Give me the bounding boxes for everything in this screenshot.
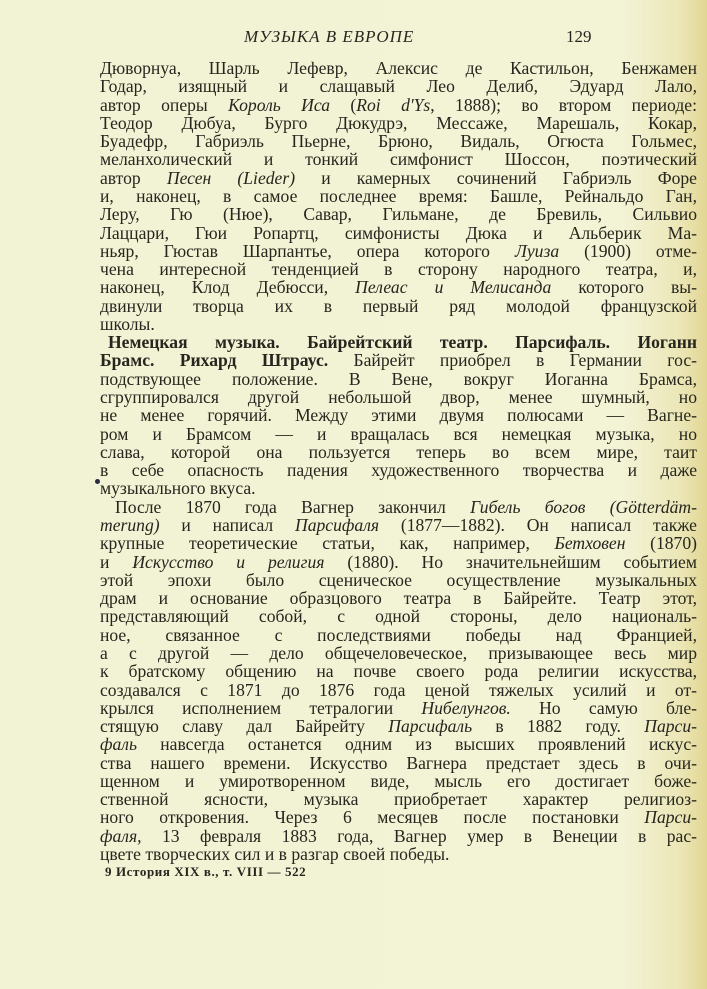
text-segment: Байрейт приобрел в Германии гос- [328, 350, 697, 371]
text-segment: а с другой — дело общечеловеческое, призывающее весь мир [100, 642, 697, 663]
text-segment: автор [100, 167, 167, 188]
text-segment: стящую славу дал Байрейту [100, 716, 389, 737]
text-line [100, 425, 697, 443]
text-segment: представляющий собой, с одной стороны, дело националь- [100, 606, 697, 627]
italic-text: merung) [100, 515, 160, 535]
text-segment: ром и Брамсом — и вращалась вся немецкая музыка, но [100, 423, 697, 444]
text-line [100, 534, 697, 552]
text-segment: школы. [100, 313, 155, 334]
text-line [100, 735, 697, 753]
text-line [100, 443, 697, 461]
text-line [100, 571, 697, 589]
italic-text: Король Иса [228, 94, 331, 115]
text-segment: Но самую бле- [510, 697, 697, 718]
text-segment: Буадефр, Габриэль Пьерне, Брюно, Видаль, Огюста Гольмес, [100, 131, 697, 152]
text-line [100, 516, 697, 534]
text-line [100, 169, 697, 187]
text-segment: подствующее положение. В Вене, вокруг Иоганна Брамса, [100, 368, 697, 389]
text-line [100, 790, 697, 808]
text-line [100, 644, 697, 662]
text-segment: в 1882 году. [472, 716, 645, 737]
text-line [100, 589, 697, 607]
text-segment: наконец, Клод Дебюсси, [100, 277, 356, 298]
text-segment: к братскому общению на почве своего рода религии искусства, [100, 661, 697, 682]
text-line [100, 717, 697, 735]
text-line [100, 278, 697, 296]
text-line [100, 370, 697, 388]
text-line [100, 242, 697, 260]
text-segment: не менее горячий. Между этими двумя полюсами — Вагне- [100, 405, 697, 426]
text-line [100, 827, 697, 845]
text-line [100, 681, 697, 699]
text-segment: цвете творческих сил и в разгар своей победы. [100, 844, 450, 865]
bold-heading-text: Немецкая музыка. Байрейтский театр. Парсифаль. Иоганн [108, 332, 697, 353]
text-segment: меланхолический и тонкий симфонист Шоссон, поэтический [100, 149, 697, 170]
text-segment: Теодор Дюбуа, Бурго Дюкудрэ, Мессаже, Марешаль, Кокар, [100, 112, 697, 133]
running-title: МУЗЫКА В ЕВРОПЕ [244, 27, 415, 46]
text-segment: (1877—1882). Он написал также [379, 515, 697, 535]
text-segment: (1880). Но значительнейшим событием [324, 551, 697, 572]
text-line [100, 351, 697, 369]
printer-signature: 9 История XIX в., т. VIII — 522 [105, 864, 307, 879]
text-line [100, 224, 697, 242]
italic-text: Парси- [644, 716, 698, 737]
italic-text: Нибелунгов. [421, 697, 511, 718]
italic-text: Roi d'Ys [356, 94, 431, 115]
italic-text: Парсифаль [388, 716, 473, 737]
text-segment: ного откровения. Через 6 месяцев после постановки [100, 807, 645, 828]
text-line [100, 114, 697, 132]
text-segment: музыкального вкуса. [100, 478, 256, 499]
text-segment: которого вы- [551, 277, 697, 298]
text-segment: Дюворнуа, Шарль Лефевр, Алексис де Кастильон, Бенжамен [100, 58, 697, 78]
text-segment: и камерных сочинений Габриэль Форе [295, 167, 697, 188]
text-line [100, 626, 697, 644]
text-segment: щенном и умиротворенном виде, мысль его достигает боже- [100, 770, 697, 791]
text-segment: ства нашего времени. Искусство Вагнера предстает здесь в очи- [100, 752, 697, 773]
bold-heading-text: Брамс. Рихард Штраус. [100, 350, 329, 371]
text-segment: автор оперы [100, 94, 229, 115]
text-line [100, 96, 697, 114]
text-segment: в себе опасность падения художественного творчества и даже [100, 460, 697, 481]
text-line [100, 187, 697, 205]
text-line [100, 260, 697, 278]
text-line [100, 205, 697, 223]
italic-text: Бетховен [554, 533, 626, 554]
text-line [100, 699, 697, 717]
text-segment: Годар, изящный и слащавый Лео Делиб, Эдуард Лало, [100, 76, 697, 97]
text-segment: (1870) [625, 533, 697, 554]
italic-text: фаля, [100, 825, 142, 846]
text-segment: ( [330, 94, 357, 115]
italic-text: Искусство и религия [132, 551, 325, 572]
page-number: 129 [566, 27, 592, 46]
italic-text: Парсифаля [295, 515, 380, 535]
text-segment: и, наконец, в самое последнее время: Башле, Рейнальдо Ган, [100, 185, 697, 206]
text-segment: сгруппировался другой небольшой двор, менее шумный, но [100, 387, 697, 408]
italic-text: фаль [100, 734, 137, 755]
text-segment: крылся исполнением тетралогии [100, 697, 422, 718]
text-segment: Леру, Гю (Нюе), Савар, Гильмане, де Бревиль, Сильвио [100, 204, 697, 225]
text-segment: крупные теоретические статьи, как, например, [100, 533, 555, 554]
text-line [100, 77, 697, 95]
text-segment: ное, связанное с последствиями победы над Францией, [100, 624, 697, 645]
text-line [100, 479, 697, 497]
text-segment: навсегда останется одним из высших проявлений искус- [136, 734, 697, 755]
text-line [100, 132, 697, 150]
text-line [100, 150, 697, 168]
italic-text: Парси- [644, 807, 697, 828]
text-line [108, 333, 697, 351]
text-line [115, 498, 697, 516]
text-line [100, 662, 697, 680]
text-line [100, 406, 697, 424]
text-segment: ственной ясности, музыка приобретает характер религиоз- [100, 789, 697, 810]
text-segment: слава, которой она пользуется теперь во всем мире, таит [100, 441, 697, 462]
italic-text: Пелеас и Мелисанда [355, 277, 552, 298]
text-segment: этой эпохи было сценическое осуществление музыкальных [100, 569, 697, 590]
italic-text: Гибель богов (Götterdäm- [470, 496, 697, 517]
ink-dot-mark [95, 479, 100, 484]
text-line [100, 754, 697, 772]
text-line [100, 59, 697, 77]
text-line [100, 553, 697, 571]
text-line [100, 607, 697, 625]
text-segment: создавался с 1871 до 1876 года ценой тяжелых усилий и от- [100, 679, 697, 700]
text-line [100, 315, 697, 333]
text-segment: чена интересной тенденцией в сторону народного театра, и, [100, 259, 697, 280]
text-line [100, 461, 697, 479]
text-line [100, 388, 697, 406]
text-segment: Лаццари, Гюи Ропартц, симфонисты Дюка и Альберик Ма- [100, 222, 697, 243]
text-line [100, 772, 697, 790]
text-segment: ньяр, Гюстав Шарпантье, опера которого [100, 240, 515, 261]
text-segment: двинули творца их в первый ряд молодой французской [100, 295, 697, 316]
text-line [100, 808, 697, 826]
italic-text: Луиза [514, 240, 560, 261]
text-segment: (1900) отме- [559, 240, 697, 261]
text-segment: драм и основание образцового театра в Байрейте. Театр этот, [100, 588, 697, 609]
text-line [100, 297, 697, 315]
text-segment: и написал [159, 515, 295, 535]
text-segment: После 1870 года Вагнер закончил [115, 496, 471, 517]
text-segment: и [100, 551, 133, 572]
text-segment: 13 февраля 1883 года, Вагнер умер в Венеции в рас- [141, 825, 697, 846]
text-line [100, 845, 697, 863]
text-segment: , 1888); во втором периоде: [430, 94, 697, 115]
italic-text: Песен (Lieder) [166, 167, 296, 188]
